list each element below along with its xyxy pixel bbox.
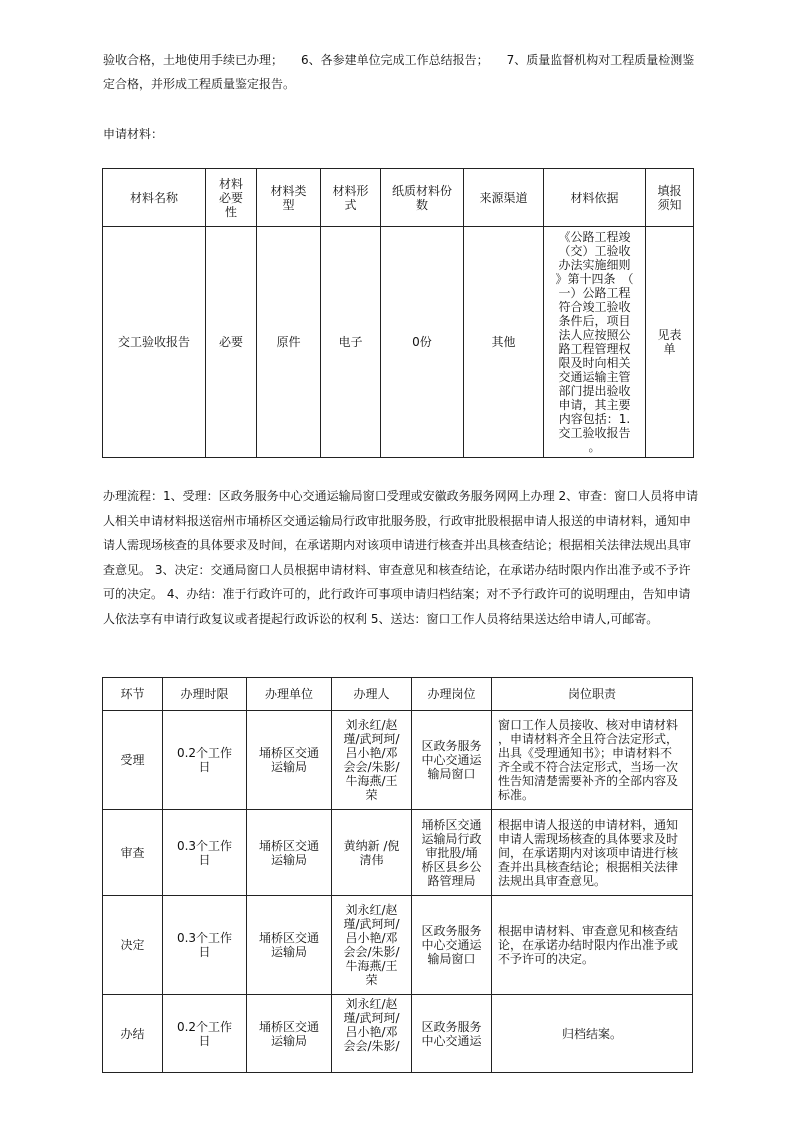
step-unit: 埇桥区交通 运输局 (247, 995, 332, 1073)
material-notice: 见表 单 (646, 227, 694, 458)
steps-header-cell: 办理时限 (163, 678, 247, 711)
process-paragraph: 办理流程：1、受理：区政务服务中心交通运输局窗口受理或安徽政务服务网网上办理 2、审查：窗口人员将申请人相关申请材料报送宿州市埇桥区交通运输局行政审批服务股，行政审批股根据申请人报送的申请材料，通知申请人需现场核查的具体要求及时间，在承诺期内对该项申请进行核查并出具核查结论；根据相关法律法规出具审查意见。 3、决定：交通局窗口人员根据申请材料、审查意见和核查结论，在承诺办结时限内作出准予或不予许可的决定。 4、办结：准于行政许可的，此行政许可事项申请归档结案；对不予行政许可的说明理由，告知申请人依法享有申请行政复议或者提起行政诉讼的权利 5、送达：窗口工作人员将结果送达给申请人,可邮寄。 (103, 489, 699, 626)
material-source: 其他 (464, 227, 544, 458)
steps-header-cell: 办理岗位 (412, 678, 492, 711)
step-name: 审查 (103, 810, 163, 896)
step-name: 决定 (103, 896, 163, 995)
step-duty: 窗口工作人员接收、核对申请材料 ，申请材料齐全且符合法定形式， 出具《受理通知书》；申请材料不 齐全或不符合法定形式，当场一次 性告知清楚需要补齐的全部内容及 标准。 (492, 711, 693, 810)
material-basis: 《公路工程竣 （交）工验收 办法实施细则 》第十四条 （ 一）公路工程 符合竣工验收 条件后，项目 法人应按照公 路工程管理权 限及时向相关 交通运输主管 部门提出验收 申请，其主要 内容包括：1. 交工验收报告 。 (544, 227, 646, 458)
table-row (103, 810, 693, 896)
materials-header-cell: 材料类 型 (257, 169, 321, 227)
step-time-limit: 0.3个工作 日 (163, 810, 247, 896)
table-row (103, 227, 694, 458)
steps-header-cell: 办理人 (332, 678, 412, 711)
step-time-limit: 0.3个工作 日 (163, 896, 247, 995)
step-name: 受理 (103, 711, 163, 810)
materials-header-cell: 材料依据 (544, 169, 646, 227)
steps-header-cell: 岗位职责 (492, 678, 693, 711)
materials-header-cell: 来源渠道 (464, 169, 544, 227)
material-copies: 0份 (381, 227, 464, 458)
steps-table (102, 677, 693, 1073)
step-unit: 埇桥区交通 运输局 (247, 810, 332, 896)
steps-header-cell: 环节 (103, 678, 163, 711)
table-row (103, 711, 693, 810)
materials-header-cell: 纸质材料份 数 (381, 169, 464, 227)
step-handler: 刘永红/赵 瑾/武珂珂/ 吕小艳/邓 会会/朱影/ (332, 995, 412, 1073)
step-handler: 黄纳新 /倪 清伟 (332, 810, 412, 896)
materials-table (102, 168, 694, 458)
step-handler: 刘永红/赵 瑾/武珂珂/ 吕小艳/邓 会会/朱影/ 牛海燕/王 荣 (332, 711, 412, 810)
step-handler: 刘永红/赵 瑾/武珂珂/ 吕小艳/邓 会会/朱影/ 牛海燕/王 荣 (332, 896, 412, 995)
material-name: 交工验收报告 (103, 227, 206, 458)
materials-title: 申请材料： (103, 127, 164, 141)
materials-header-cell: 填报 须知 (646, 169, 694, 227)
table-row (103, 995, 693, 1073)
step-name: 办结 (103, 995, 163, 1073)
table-row (103, 896, 693, 995)
materials-header-row (103, 169, 694, 227)
steps-header-cell: 办理单位 (247, 678, 332, 711)
step-duty: 归档结案。 (492, 995, 693, 1073)
material-necessity: 必要 (206, 227, 257, 458)
materials-header-cell: 材料 必要 性 (206, 169, 257, 227)
material-form: 电子 (321, 227, 381, 458)
materials-header-cell: 材料名称 (103, 169, 206, 227)
step-duty: 根据申请材料、审查意见和核查结 论，在承诺办结时限内作出准予或 不予许可的决定。 (492, 896, 693, 995)
steps-header-row (103, 678, 693, 711)
material-type: 原件 (257, 227, 321, 458)
materials-header-cell: 材料形 式 (321, 169, 381, 227)
step-time-limit: 0.2个工作 日 (163, 711, 247, 810)
intro-paragraph: 验收合格，土地使用手续已办理； 6、各参建单位完成工作总结报告； 7、质量监督机构对工程质量检测鉴定合格，并形成工程质量鉴定报告。 (103, 53, 695, 91)
step-post: 区政务服务 中心交通运 输局窗口 (412, 896, 492, 995)
step-unit: 埇桥区交通 运输局 (247, 711, 332, 810)
step-post: 区政务服务 中心交通运 输局窗口 (412, 711, 492, 810)
step-post: 埇桥区交通 运输局行政 审批股/埇 桥区县乡公 路管理局 (412, 810, 492, 896)
step-time-limit: 0.2个工作 日 (163, 995, 247, 1073)
step-unit: 埇桥区交通 运输局 (247, 896, 332, 995)
step-duty: 根据申请人报送的申请材料，通知 申请人需现场核查的具体要求及时 间，在承诺期内对该项申请进行核 查并出具核查结论；根据相关法律 法规出具审查意见。 (492, 810, 693, 896)
step-post: 区政务服务 中心交通运 (412, 995, 492, 1073)
